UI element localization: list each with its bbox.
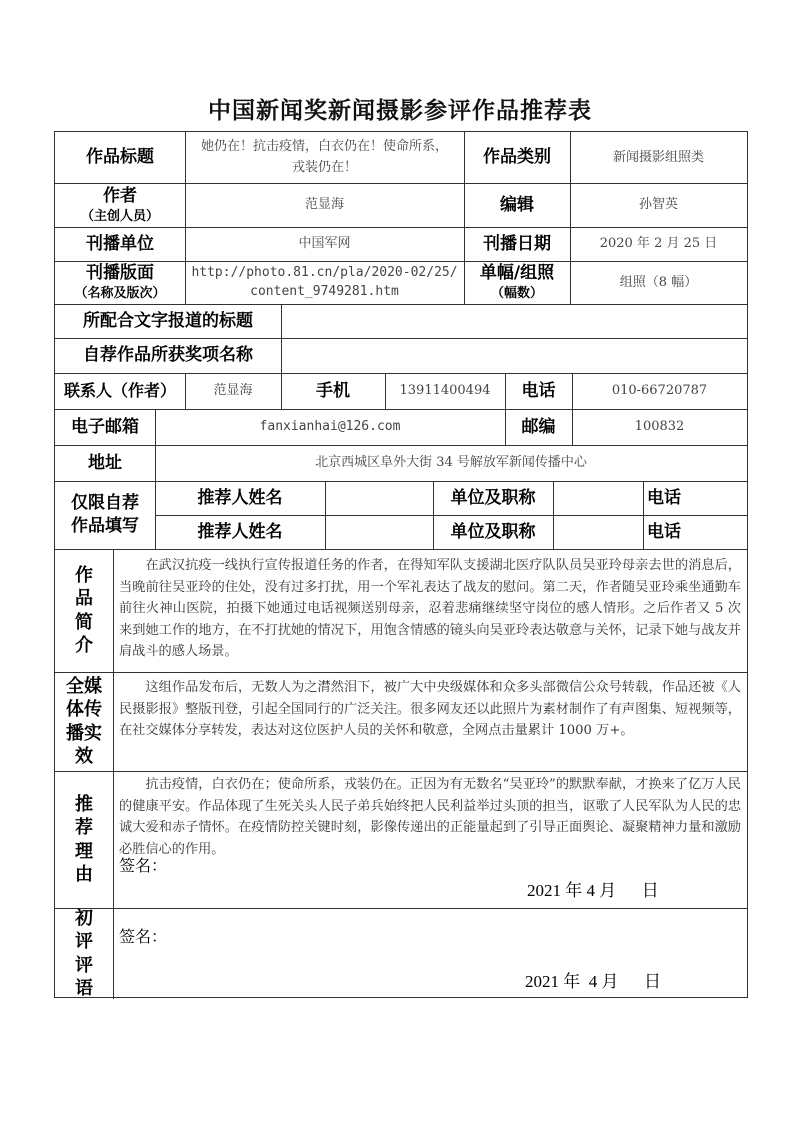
recommender-name-label: 推荐人姓名 xyxy=(197,521,283,542)
awards-value xyxy=(281,338,747,373)
form-title: 中国新闻奖新闻摄影参评作品推荐表 xyxy=(208,97,592,124)
publisher-label: 刊播单位 xyxy=(86,233,154,254)
count-label: 单幅/组照 xyxy=(479,263,555,284)
layout-label-cell xyxy=(55,261,185,304)
reason-label: 推荐理由 xyxy=(75,793,93,885)
row-divider xyxy=(55,672,747,673)
editor-value: 孙智英 xyxy=(638,197,678,213)
recommender-name-label: 推荐人姓名 xyxy=(197,487,283,508)
intro-text: 在武汉抗疫一线执行宣传报道任务的作者，在得知军队支援湖北医疗队队员吴亚玲母亲去世的消息后，当晚前往吴亚玲的住处，没有过多打扰，用一个军礼表达了战友的慰问。第二天，作者随吴亚玲乘坐通勤车前往火神山医院，拍摄下她通过电话视频送别母亲，忍着悲痛继续坚守岗位的感人情形。之后作者又 5 次来到她工作的地方，在不打扰她的情况下，用饱含情感的镜头向吴亚玲表达敬意与关怀，记录下她与战友并肩战斗的感人场景。 xyxy=(119,558,741,659)
row-divider xyxy=(55,771,747,772)
author-label-cell xyxy=(55,183,185,227)
mobile-label: 手机 xyxy=(316,380,350,401)
media-text: 这组作品发布后，无数人为之潸然泪下，被广大中央级媒体和众多头部微信公众号转载，作品还被《人民摄影报》整版刊登，引起全国同行的广泛关注。很多网友还以此照片为素材制作了有声图集、短视频等，在社交媒体分享转发，表达对这位医护人员的关怀和敬意，全网点击量累计 1000 万+。 xyxy=(119,680,741,738)
recommender-name-value xyxy=(325,515,433,549)
reason-signature-label: 签名： xyxy=(119,856,168,875)
work-title-label: 作品标题 xyxy=(86,147,154,168)
phone-label: 电话 xyxy=(521,380,556,401)
postcode-value: 100832 xyxy=(634,419,685,435)
media-label xyxy=(55,672,113,771)
layout-label: 刊播版面 xyxy=(86,263,154,284)
email-value: fanxianhai@126.com xyxy=(259,419,401,435)
category-label: 作品类别 xyxy=(483,147,551,168)
self-rec-label-line2: 作品填写 xyxy=(71,516,139,536)
author-sublabel: （主创人员） xyxy=(80,208,159,224)
count-value: 组照（8 幅） xyxy=(619,274,698,290)
recommender-unit-label: 单位及职称 xyxy=(450,487,536,508)
awards-label: 自荐作品所获奖项名称 xyxy=(83,345,253,366)
publish-date-label: 刊播日期 xyxy=(483,233,551,254)
related-report-label: 所配合文字报道的标题 xyxy=(83,310,253,331)
count-label-cell xyxy=(464,261,570,304)
recommendation-form xyxy=(54,131,748,998)
postcode-label: 邮编 xyxy=(521,416,556,437)
mobile-value: 13911400494 xyxy=(399,383,491,399)
contact-label: 联系人（作者） xyxy=(63,381,176,401)
media-label-line: 体传 xyxy=(66,699,102,721)
author-label: 作者 xyxy=(103,185,137,206)
recommender-unit-value xyxy=(553,515,643,549)
recommender-name-value xyxy=(325,481,433,515)
contact-value: 范显海 xyxy=(213,383,253,399)
self-rec-label-line1: 仅限自荐 xyxy=(71,493,139,514)
row-divider xyxy=(55,908,747,909)
layout-sublabel: （名称及版次） xyxy=(74,286,166,302)
media-label-line: 播实 xyxy=(66,722,102,744)
recommender-phone-label: 电话 xyxy=(647,487,681,508)
count-sublabel: （幅数） xyxy=(490,286,543,302)
related-report-value xyxy=(281,304,747,338)
media-label-line: 全媒 xyxy=(66,675,102,697)
recommender-unit-value xyxy=(553,481,643,515)
row-divider xyxy=(55,549,747,550)
category-value: 新闻摄影组照类 xyxy=(612,149,704,165)
recommender-phone-label: 电话 xyxy=(647,521,681,542)
media-label-line: 效 xyxy=(75,745,93,767)
reason-text: 抗击疫情，白衣仍在；使命所系，戎装仍在。正因为有无数名“吴亚玲”的默默奉献，才换来了亿万人民的健康平安。作品体现了生死关头人民子弟兵始终把人民利益举过头顶的担当，讴歌了人民军队为人民的忠诚大爱和赤子情怀。在疫情防控关键时刻，影像传递出的正能量起到了引导正面舆论、凝聚精神力量和激励必胜信心的作用。 xyxy=(119,777,741,857)
review-date: 2021 年 4 月 日 xyxy=(525,972,661,991)
address-label: 地址 xyxy=(88,452,122,473)
review-signature-label: 签名： xyxy=(119,927,168,946)
publish-date-value: 2020 年 2 月 25 日 xyxy=(599,236,718,252)
self-rec-label-cell xyxy=(55,481,155,549)
email-label: 电子邮箱 xyxy=(71,416,139,437)
intro-label: 作品简介 xyxy=(75,564,93,656)
publisher-value: 中国军网 xyxy=(298,236,351,252)
reason-date: 2021 年 4 月 日 xyxy=(527,881,659,900)
work-title-value: 她仍在！抗击疫情，白衣仍在！使命所系，戎装仍在！ xyxy=(200,139,448,175)
layout-url: http://photo.81.cn/pla/2020-02/25/content_9749281.htm xyxy=(191,264,458,299)
phone-value: 010-66720787 xyxy=(611,383,708,399)
author-value: 范显海 xyxy=(304,197,344,213)
review-label: 初评评语 xyxy=(75,907,93,999)
editor-label: 编辑 xyxy=(500,194,534,215)
address-value: 北京西城区阜外大街 34 号解放军新闻传播中心 xyxy=(315,455,587,471)
recommender-unit-label: 单位及职称 xyxy=(450,521,536,542)
